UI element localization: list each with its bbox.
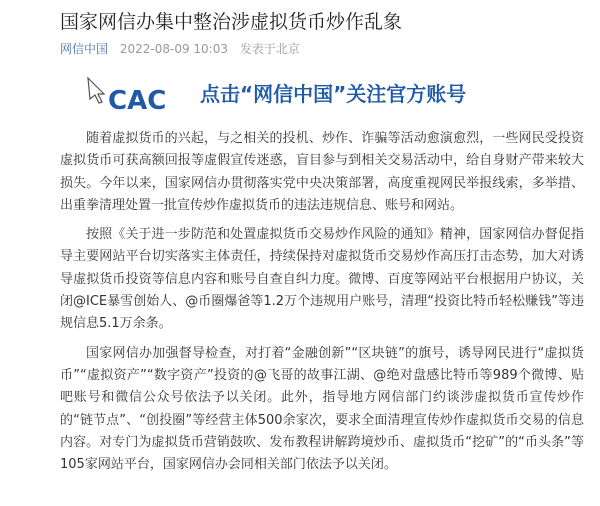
cac-logo xyxy=(84,72,194,116)
cursor-arrow-icon xyxy=(88,78,104,103)
article-body xyxy=(60,128,584,483)
publish-time: 2022-08-09 10:03 xyxy=(119,42,228,56)
paragraph: 按照《关于进一步防范和处置虚拟货币交易炒作风险的通知》精神，国家网信办督促指导主要网站平台切实落实主体责任，持续保持对虚拟货币交易炒作高压打击态势，加大对诱导虚拟货币投资等信息内容和账号自查自纠力度。微博、百度等网站平台根据用户协议，关闭@ICE暴雪创始人、@币圈爆爸等1.2万个违规用户账号，清理“投资比特币轻松赚钱”等违规信息5.1万余条。 xyxy=(60,227,584,332)
logo-text: CAC xyxy=(108,86,167,116)
paragraph: 随着虚拟货币的兴起，与之相关的投机、炒作、诈骗等活动愈演愈烈，一些网民受投资虚拟货币可获高额回报等虚假宣传迷惑，盲目参与到相关交易活动中，给自身财产带来较大损失。今年以来，国家网信办贯彻落实党中央决策部署，高度重视网民举报线索，多举措、出重拳清理处置一批宣传炒作虚拟货币的违法违规信息、账号和网站。 xyxy=(60,131,584,213)
publish-location: 发表于北京 xyxy=(239,42,300,56)
source-link[interactable]: 网信中国 xyxy=(60,42,109,56)
follow-banner[interactable] xyxy=(84,72,534,116)
banner-slogan: 点击“网信中国”关注官方账号 xyxy=(200,82,467,106)
article-title: 国家网信办集中整治涉虚拟货币炒作乱象 xyxy=(60,11,403,33)
article-meta xyxy=(60,41,580,57)
paragraph: 国家网信办加强督导检查，对打着“金融创新”“区块链”的旗号，诱导网民进行“虚拟货币”“虚拟资产”“数字资产”投资的@飞哥的故事江湖、@绝对盘感比特币等989个微博、贴吧账号和微信公众号依法予以关闭。此外，指导地方网信部门约谈涉虚拟货币宣传炒作的“链节点”、“创投圈”等经营主体500余家次，要求全面清理宣传炒作虚拟货币交易的信息内容。对专门为虚拟货币营销鼓吹、发布教程讲解跨境炒币、虚拟货币“挖矿”的“币头条”等105家网站平台，国家网信办会同相关部门依法予以关闭。 xyxy=(60,345,584,473)
